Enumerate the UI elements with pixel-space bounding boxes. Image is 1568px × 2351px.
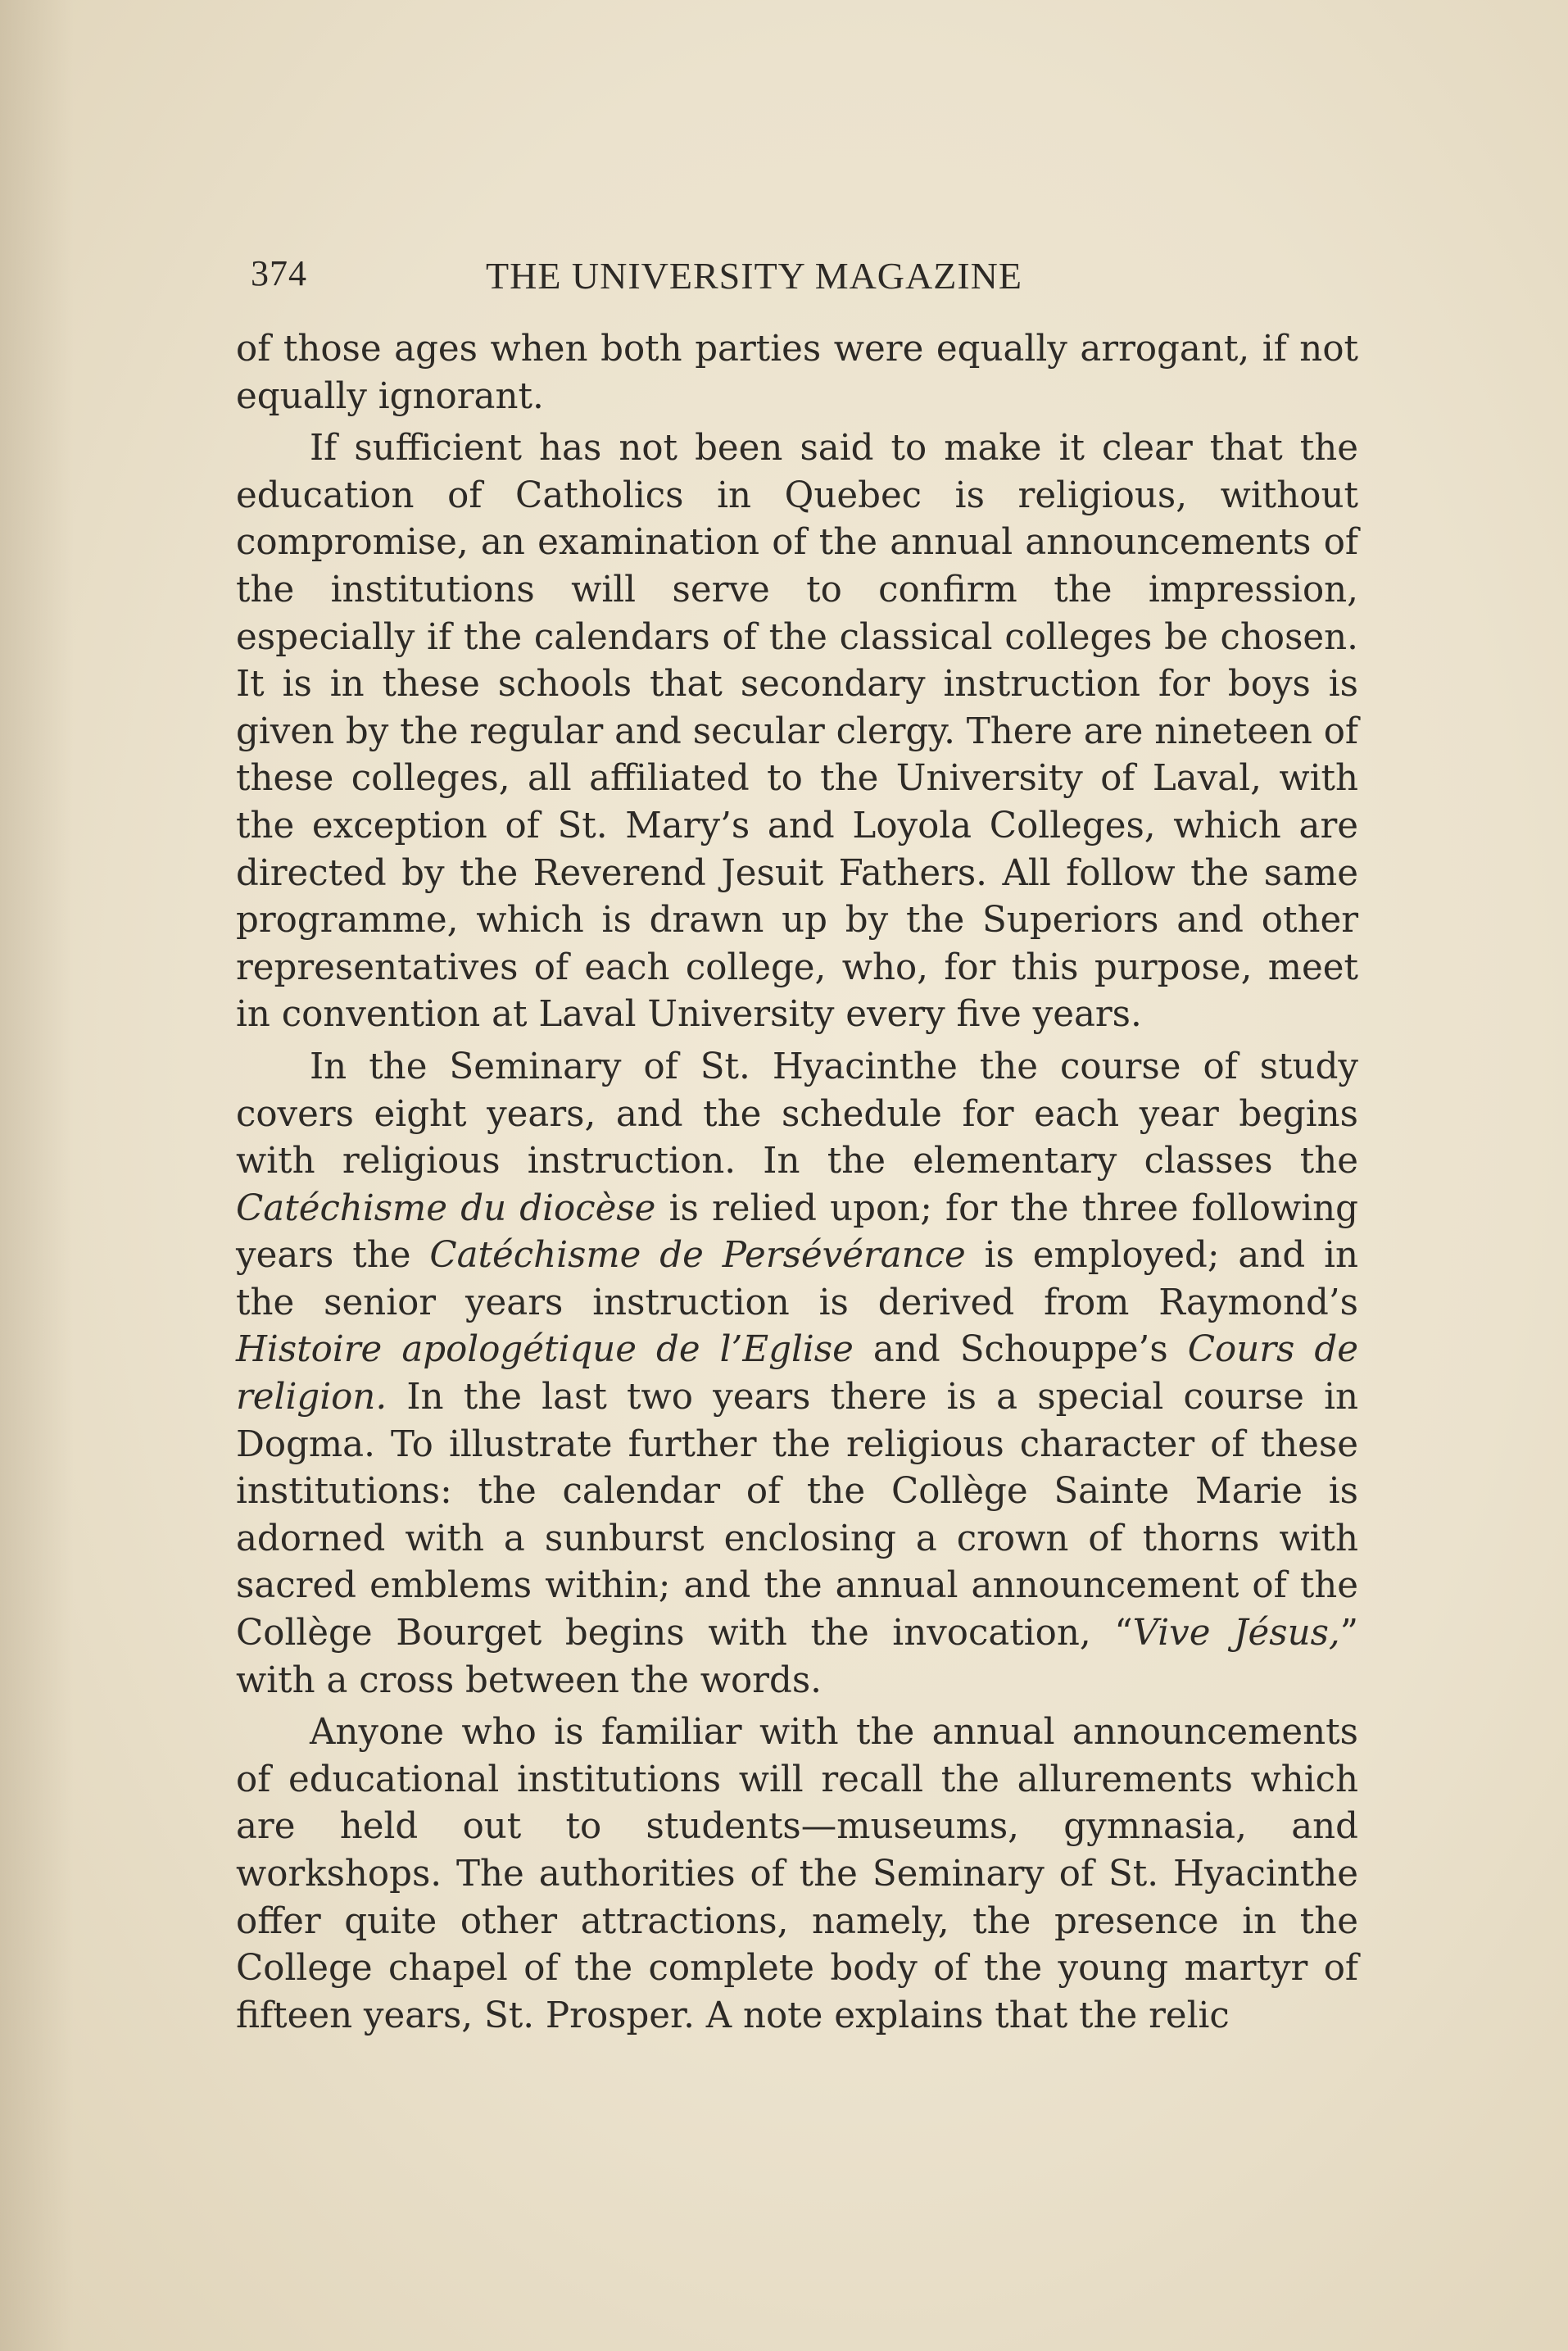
paragraph bbox=[236, 326, 1358, 420]
paragraph bbox=[236, 425, 1358, 1039]
italic-title-text: Histoire apologétique de l’Eglise bbox=[236, 1329, 854, 1371]
text-segment: of those ages when both parties were equally arrogant, if not equally ignorant. bbox=[236, 329, 1358, 417]
running-head bbox=[236, 246, 1358, 311]
italic-title-text: Cours de religion. bbox=[236, 1329, 1358, 1418]
body-text bbox=[236, 326, 1358, 2040]
text-segment: is relied upon; for the three following years the bbox=[236, 1187, 1358, 1277]
page-text-block bbox=[236, 246, 1358, 2045]
paragraph bbox=[236, 1709, 1358, 2040]
running-title: THE UNIVERSITY MAGAZINE bbox=[486, 255, 1022, 297]
italic-title-text: Catéchisme du diocèse bbox=[236, 1187, 656, 1229]
italic-title-text: Catéchisme de Persévérance bbox=[429, 1235, 966, 1277]
page-number: 374 bbox=[251, 253, 307, 293]
text-segment: In the last two years there is a special course in Dogma. To illustrate further the religious character of these institutions: the calendar of the Collège Sainte Marie is adorned with a sunburst enclosing a crown of thorns with sacred emblems within; and the annual announcement of the Collège Bourget begins with the invocation, “ bbox=[236, 1377, 1358, 1654]
paragraph bbox=[236, 1044, 1358, 1704]
text-segment: ” with a cross between the words. bbox=[236, 1613, 1358, 1701]
binding-gutter-shadow bbox=[0, 0, 74, 2351]
text-segment: and Schouppe’s bbox=[853, 1329, 1188, 1371]
text-segment: Anyone who is familiar with the annual announcements of educational institutions will recall the allurements which are held out to students—museums, gymnasia, and workshops. The authorities of the Seminary of St. Hyacinthe offer quite other attractions, namely, the presence in the College chapel of the complete body of the young martyr of fifteen years, St. Prosper. A note explains that the relic bbox=[236, 1712, 1358, 2036]
italic-title-text: Vive Jésus, bbox=[1132, 1613, 1340, 1654]
text-segment: If sufficient has not been said to make it clear that the education of Catholics in Quebec is religious, without compromise, an examination of the annual announcements of the institutions will serve to confirm the impression, especially if the calendars of the classical colleges be chosen. It is in these schools that secondary instruction for boys is given by the regular and secular clergy. There are nineteen of these colleges, all affiliated to the University of Laval, with the exception of St. Mary’s and Loyola Colleges, which are directed by the Reverend Jesuit Fathers. All follow the same programme, which is drawn up by the Superiors and other representatives of each college, who, for this purpose, meet in convention at Laval University every five years. bbox=[236, 428, 1358, 1036]
text-segment: In the Seminary of St. Hyacinthe the course of study covers eight years, and the schedule for each year begins with religious instruction. In the elementary classes the bbox=[236, 1046, 1358, 1182]
text-segment: is employed; and in the senior years instruction is derived from Raymond’s bbox=[236, 1235, 1358, 1323]
